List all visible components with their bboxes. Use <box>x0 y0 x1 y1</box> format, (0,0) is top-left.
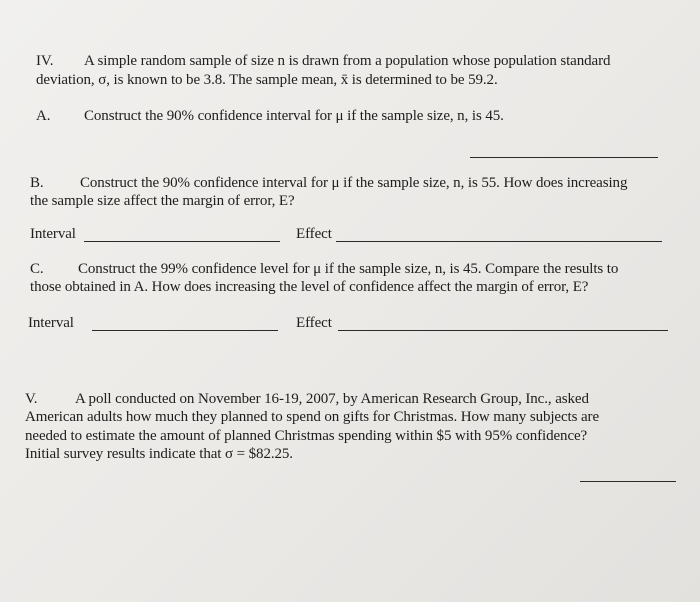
part-c-label: C. <box>30 261 44 277</box>
part-b-interval-label: Interval <box>30 226 76 242</box>
part-b-line1 <box>30 175 627 192</box>
part-b-effect-label: Effect <box>296 226 332 242</box>
part-b-line2: the sample size affect the margin of error, E? <box>30 193 295 209</box>
part-a-label: A. <box>36 108 51 124</box>
part-c-text: Construct the 99% confidence level for μ if the sample size, n, is 45. Compare the results to <box>78 261 619 277</box>
section-v-text: A poll conducted on November 16-19, 2007, by American Research Group, Inc., asked <box>75 391 589 407</box>
section-iv-line2: deviation, σ, is known to be 3.8. The sample mean, x̄ is determined to be 59.2. <box>36 72 498 88</box>
section-v-line2: American adults how much they planned to spend on gifts for Christmas. How many subjects are <box>25 409 600 425</box>
section-v-line1 <box>25 391 589 408</box>
section-v-line4: Initial survey results indicate that σ = $82.25. <box>25 446 293 462</box>
part-a-text: Construct the 90% confidence interval for μ if the sample size, n, is 45. <box>84 108 504 124</box>
part-a-question <box>36 108 504 125</box>
part-b-label: B. <box>30 175 44 191</box>
section-v-line3: needed to estimate the amount of planned Christmas spending within $5 with 95% confidence? <box>25 428 588 444</box>
part-c-interval-label: Interval <box>28 315 74 331</box>
part-b-interval-line[interactable] <box>84 241 280 242</box>
section-iv-line1 <box>36 53 610 70</box>
section-v-label: V. <box>25 391 38 407</box>
part-c-effect-line[interactable] <box>338 330 668 331</box>
part-c-effect-label: Effect <box>296 315 332 331</box>
part-b-text: Construct the 90% confidence interval for μ if the sample size, n, is 55. How does increasing <box>80 175 628 191</box>
part-c-interval-line[interactable] <box>92 330 278 331</box>
section-iv-label: IV. <box>36 53 54 69</box>
part-c-line1 <box>30 261 618 278</box>
part-c-line2: those obtained in A. How does increasing the level of confidence affect the margin of error, E? <box>30 279 589 295</box>
part-b-effect-line[interactable] <box>336 241 662 242</box>
section-v-answer-line[interactable] <box>580 481 676 482</box>
part-a-answer-line[interactable] <box>470 157 658 158</box>
section-iv-text: A simple random sample of size n is drawn from a population whose population standard <box>84 53 611 69</box>
